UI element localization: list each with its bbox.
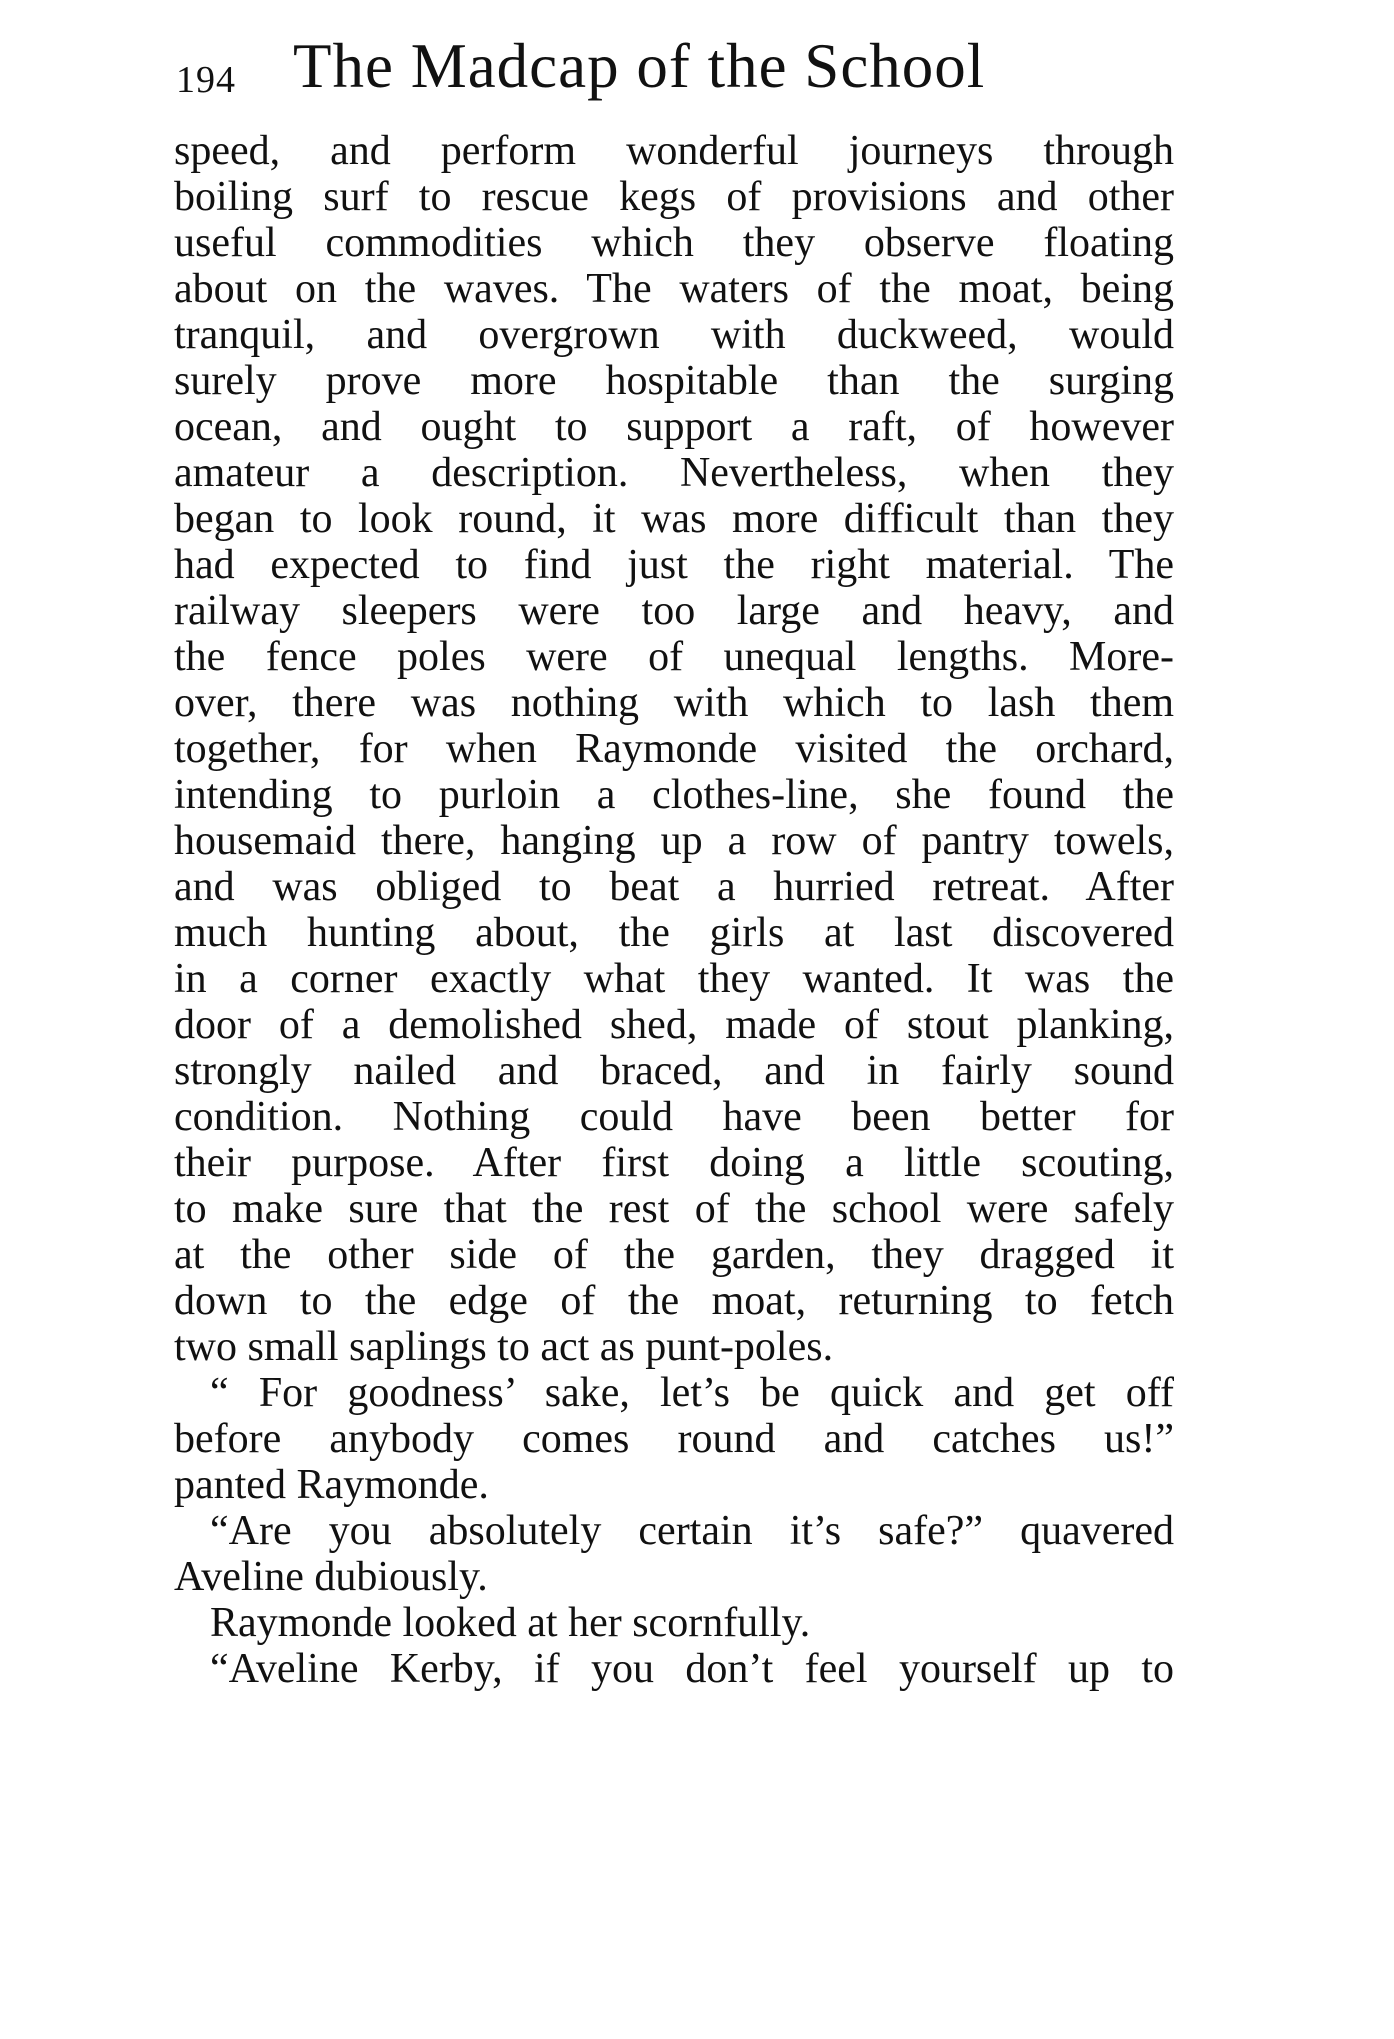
text-line: amateur a description. Nevertheless, when they (174, 450, 1174, 496)
text-line: boiling surf to rescue kegs of provisions and other (174, 174, 1174, 220)
page-number: 194 (176, 59, 236, 101)
text-line: useful commodities which they observe floating (174, 220, 1174, 266)
text-line: “ For goodness’ sake, let’s be quick and get off (210, 1370, 1174, 1416)
text-line: speed, and perform wonderful journeys through (174, 128, 1174, 174)
text-line: much hunting about, the girls at last discovered (174, 910, 1174, 956)
text-line: and was obliged to beat a hurried retreat. After (174, 864, 1174, 910)
text-line: to make sure that the rest of the school were safely (174, 1186, 1174, 1232)
text-line: railway sleepers were too large and heavy, and (174, 588, 1174, 634)
text-line: the fence poles were of unequal lengths. More- (174, 634, 1174, 680)
text-line: at the other side of the garden, they dragged it (174, 1232, 1174, 1278)
text-line: Aveline dubiously. (174, 1554, 488, 1600)
text-line: tranquil, and overgrown with duckweed, would (174, 312, 1174, 358)
text-line: before anybody comes round and catches us!” (174, 1416, 1174, 1462)
text-line: Raymonde looked at her scornfully. (210, 1600, 811, 1646)
text-line: surely prove more hospitable than the surging (174, 358, 1174, 404)
text-line: “Are you absolutely certain it’s safe?” quavered (210, 1508, 1174, 1554)
running-header (176, 24, 1176, 114)
text-line: condition. Nothing could have been better for (174, 1094, 1174, 1140)
text-line: about on the waves. The waters of the moat, being (174, 266, 1174, 312)
text-line: in a corner exactly what they wanted. It was the (174, 956, 1174, 1002)
text-line: ocean, and ought to support a raft, of however (174, 404, 1174, 450)
text-line: began to look round, it was more difficult than they (174, 496, 1174, 542)
text-line: down to the edge of the moat, returning to fetch (174, 1278, 1174, 1324)
text-line: strongly nailed and braced, and in fairly sound (174, 1048, 1174, 1094)
running-title: The Madcap of the School (293, 31, 986, 101)
text-line: together, for when Raymonde visited the orchard, (174, 726, 1174, 772)
text-line: housemaid there, hanging up a row of pantry towels, (174, 818, 1174, 864)
text-line: two small saplings to act as punt-poles. (174, 1324, 834, 1370)
text-line: “Aveline Kerby, if you don’t feel yourself up to (210, 1646, 1174, 1692)
text-line: over, there was nothing with which to lash them (174, 680, 1174, 726)
text-line: panted Raymonde. (174, 1462, 489, 1508)
text-line: intending to purloin a clothes-line, she found the (174, 772, 1174, 818)
text-line: had expected to find just the right material. The (174, 542, 1174, 588)
text-line: their purpose. After first doing a little scouting, (174, 1140, 1174, 1186)
text-line: door of a demolished shed, made of stout planking, (174, 1002, 1174, 1048)
